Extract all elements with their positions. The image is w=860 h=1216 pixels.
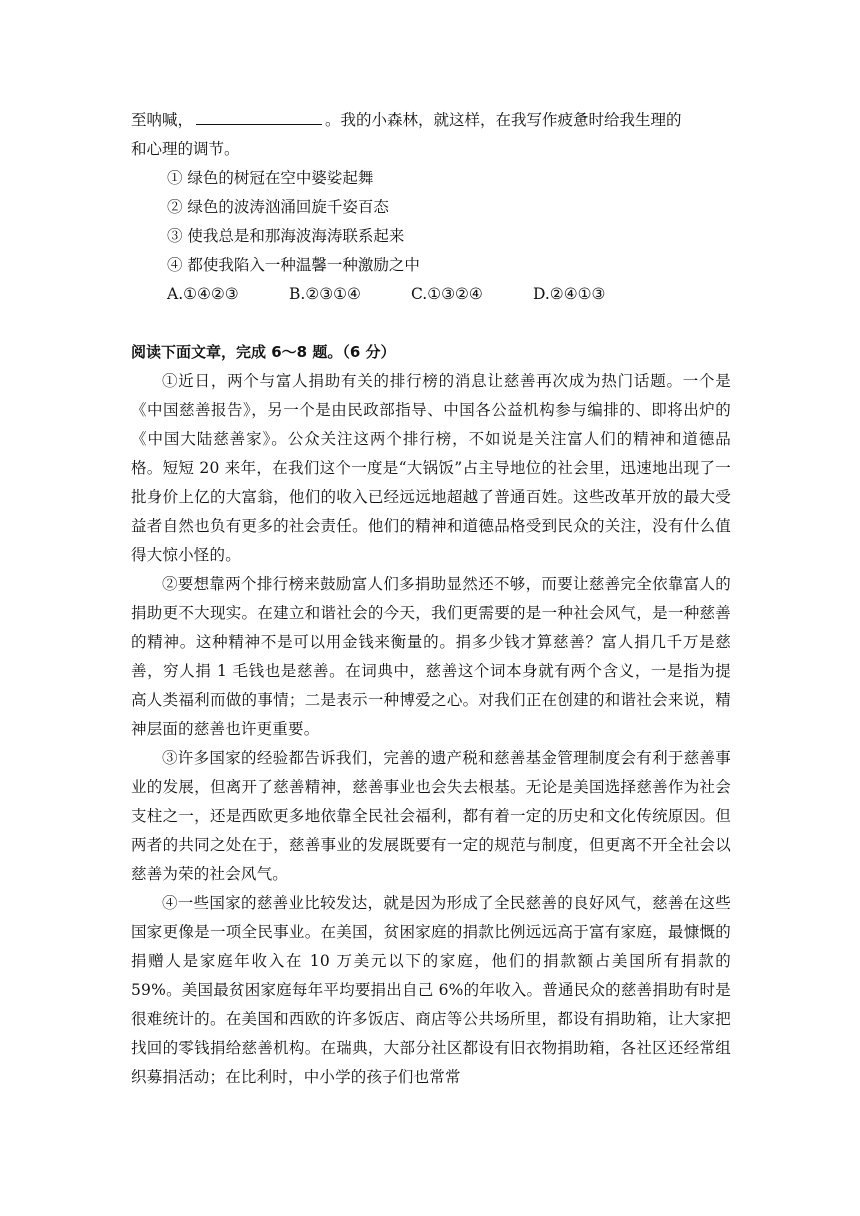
option-4: ④ 都使我陷入一种温馨一种激励之中 bbox=[167, 256, 420, 274]
question-block bbox=[131, 106, 731, 309]
option-3: ③ 使我总是和那海波海涛联系起来 bbox=[167, 227, 405, 245]
answer-choices bbox=[131, 280, 731, 309]
paragraph-1: ①近日，两个与富人捐助有关的排行榜的消息让慈善再次成为热门话题。一个是《中国慈善报告》，另一个是由民政部指导、中国各公益机构参与编排的、即将出炉的《中国大陆慈善家》。公众关注这两个排行榜，不如说是关注富人们的精神和道德品格。短短 20 来年，在我们这个一度是“大锅饭”占主导地位的社会里，迅速地出现了一批身价上亿的大富翁，他们的收入已经远远地超越了普通百姓。这些改革开放的最大受益者自然也负有更多的社会责任。他们的精神和道德品格受到民众的关注，没有什么值得大惊小怪的。 bbox=[131, 372, 731, 564]
choice-a: A.①④②③ bbox=[167, 285, 239, 303]
intro-line-1 bbox=[131, 106, 731, 135]
paragraph-4: ④一些国家的慈善业比较发达，就是因为形成了全民慈善的良好风气，慈善在这些国家更像是一项全民事业。在美国，贫困家庭的捐款比例远远高于富有家庭，最慷慨的捐赠人是家庭年收入在 10 万美元以下的家庭，他们的捐款额占美国所有捐款的 59%。美国最贫困家庭每年平均要捐出自己 6%的年收入。普通民众的慈善捐助有时是很难统计的。在美国和西欧的许多饭店、商店等公共场所里，都设有捐助箱，让大家把找回的零钱捐给慈善机构。在瑞典，大部分社区都设有旧衣物捐助箱，各社区还经常组织募捐活动；在比利时，中小学的孩子们也常常 bbox=[131, 894, 731, 1086]
reading-section bbox=[131, 338, 731, 1092]
answer-blank bbox=[196, 110, 322, 125]
section-heading: 阅读下面文章，完成 6～8 题。（6 分） bbox=[131, 343, 396, 361]
paragraph-2: ②要想靠两个排行榜来鼓励富人们多捐助显然还不够，而要让慈善完全依靠富人的捐助更不大现实。在建立和谐社会的今天，我们更需要的是一种社会风气，是一种慈善的精神。这种精神不是可以用金钱来衡量的。捐多少钱才算慈善？富人捐几千万是慈善，穷人捐 1 毛钱也是慈善。在词典中，慈善这个词本身就有两个含义，一是指为提高人类福利而做的事情；二是表示一种博爱之心。对我们正在创建的和谐社会来说，精神层面的慈善也许更重要。 bbox=[131, 575, 731, 738]
choice-c: C.①③②④ bbox=[411, 285, 483, 303]
option-2: ② 绿色的波涛汹涌回旋千姿百态 bbox=[167, 198, 389, 216]
choice-b: B.②③①④ bbox=[289, 285, 361, 303]
intro-line-2: 和心理的调节。 bbox=[131, 140, 240, 158]
choice-d: D.②④①③ bbox=[533, 285, 606, 303]
option-1: ① 绿色的树冠在空中婆娑起舞 bbox=[167, 169, 374, 187]
intro-text-before-blank: 至呐喊， bbox=[131, 111, 194, 129]
intro-text-after-blank: 。我的小森林，就这样，在我写作疲惫时给我生理的 bbox=[325, 111, 682, 129]
paragraph-3: ③许多国家的经验都告诉我们，完善的遗产税和慈善基金管理制度会有利于慈善事业的发展，但离开了慈善精神，慈善事业也会失去根基。无论是美国选择慈善作为社会支柱之一，还是西欧更多地依靠全民社会福利，都有着一定的历史和文化传统原因。但两者的共同之处在于，慈善事业的发展既要有一定的规范与制度，但更离不开全社会以慈善为荣的社会风气。 bbox=[131, 749, 731, 883]
